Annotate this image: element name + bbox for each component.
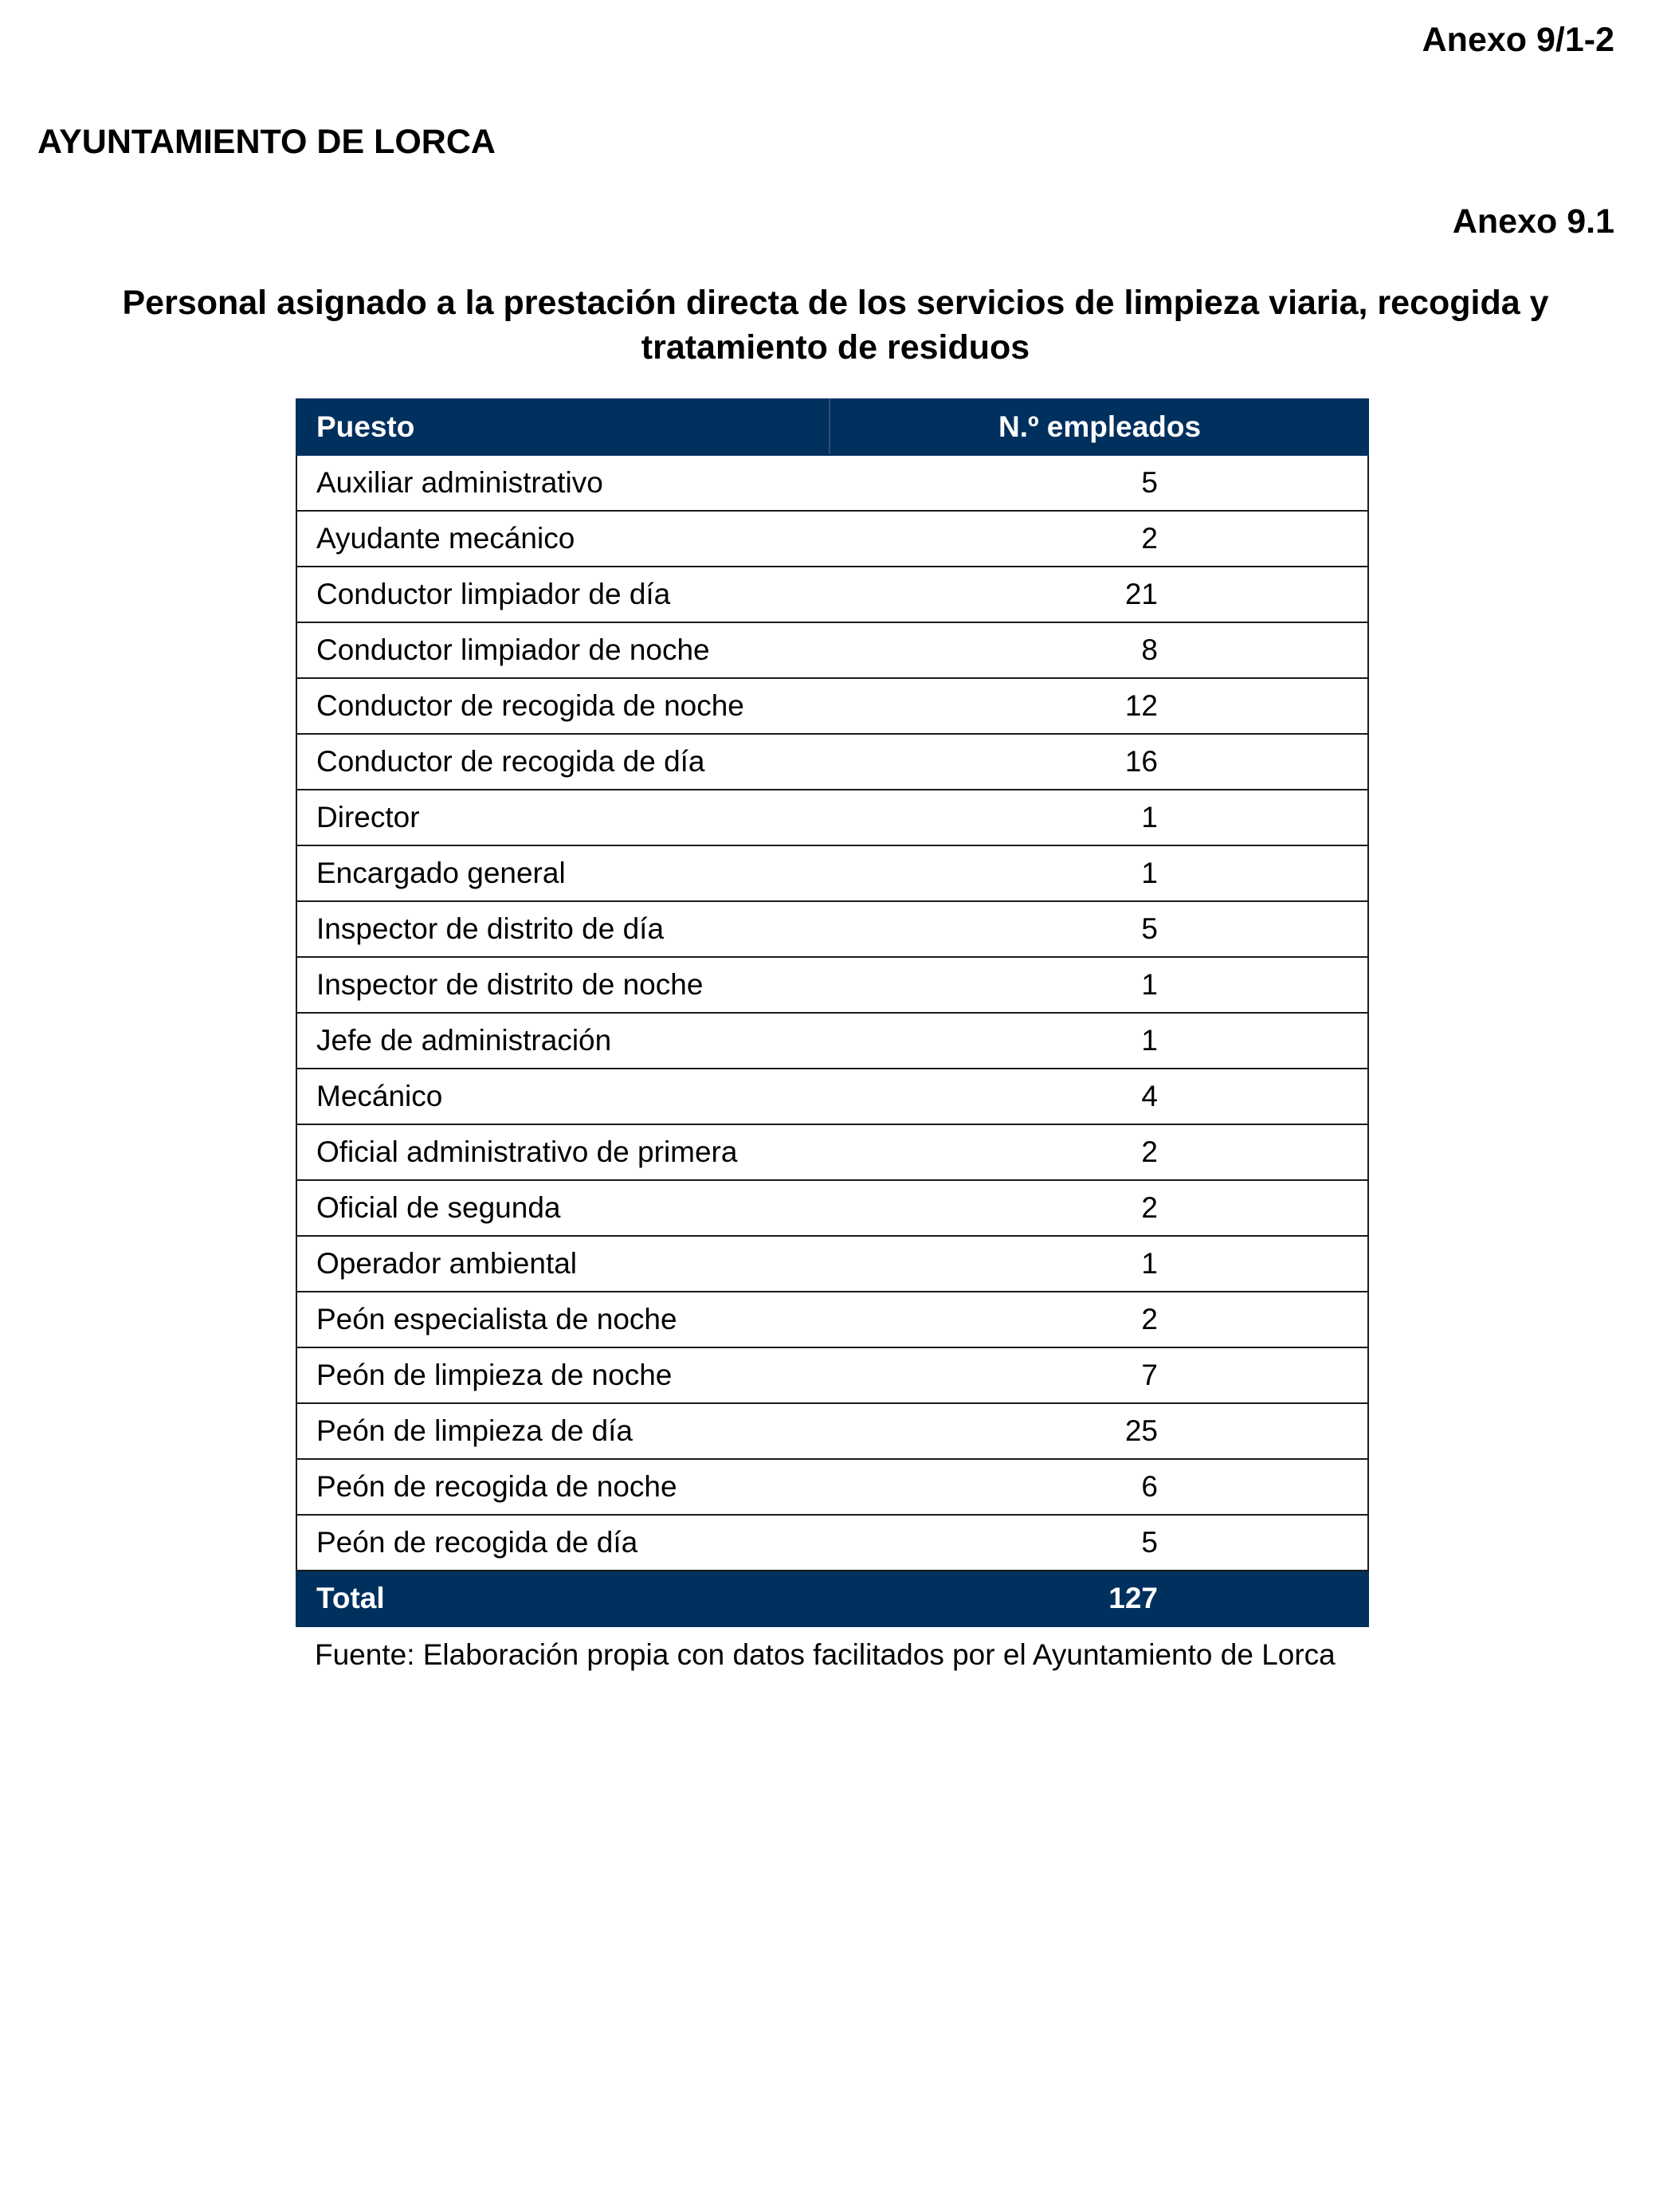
cell-empleados-value: 12 (1124, 689, 1158, 722)
cell-puesto: Jefe de administración (296, 1013, 830, 1069)
cell-puesto: Conductor limpiador de noche (296, 622, 830, 678)
cell-empleados (830, 1347, 1368, 1403)
cell-empleados (830, 901, 1368, 957)
table-row (296, 1124, 1368, 1180)
annex-label: Anexo 9.1 (1452, 202, 1614, 241)
cell-empleados-value: 2 (1141, 1191, 1158, 1224)
cell-empleados-value: 1 (1141, 968, 1158, 1001)
cell-empleados-value: 2 (1141, 1303, 1158, 1335)
cell-puesto: Operador ambiental (296, 1236, 830, 1292)
cell-puesto: Peón de recogida de día (296, 1515, 830, 1571)
table-row (296, 567, 1368, 622)
cell-empleados-value: 8 (1141, 633, 1158, 666)
table-row (296, 1347, 1368, 1403)
cell-puesto: Inspector de distrito de noche (296, 957, 830, 1013)
table-row (296, 1292, 1368, 1347)
cell-empleados (830, 957, 1368, 1013)
cell-puesto: Oficial administrativo de primera (296, 1124, 830, 1180)
table-row (296, 1180, 1368, 1236)
page-reference: Anexo 9/1-2 (1422, 21, 1614, 59)
cell-empleados-value: 21 (1124, 578, 1158, 610)
table-row (296, 678, 1368, 734)
cell-empleados (830, 1069, 1368, 1124)
cell-empleados-value: 2 (1141, 1135, 1158, 1168)
cell-empleados-value: 5 (1141, 1526, 1158, 1559)
cell-empleados (830, 790, 1368, 845)
cell-empleados-value: 1 (1141, 857, 1158, 889)
document-title: Personal asignado a la prestación directa de los servicios de limpieza viaria, recogida y tratamiento de residuos (122, 284, 1549, 367)
cell-empleados (830, 1124, 1368, 1180)
cell-empleados-value: 1 (1141, 1247, 1158, 1280)
cell-empleados (830, 1292, 1368, 1347)
cell-puesto: Peón especialista de noche (296, 1292, 830, 1347)
table-row (296, 1013, 1368, 1069)
table-row (296, 734, 1368, 790)
cell-puesto: Conductor de recogida de noche (296, 678, 830, 734)
column-header-puesto: Puesto (296, 399, 830, 455)
table-header-row (296, 399, 1368, 455)
table-row (296, 1236, 1368, 1292)
table-row (296, 511, 1368, 567)
cell-empleados (830, 622, 1368, 678)
cell-empleados (830, 455, 1368, 511)
table-row (296, 957, 1368, 1013)
cell-empleados-value: 5 (1141, 912, 1158, 945)
cell-empleados-value: 4 (1141, 1080, 1158, 1112)
cell-puesto: Peón de limpieza de noche (296, 1347, 830, 1403)
cell-empleados (830, 567, 1368, 622)
staff-table (296, 398, 1369, 1627)
cell-empleados-value: 25 (1124, 1414, 1158, 1447)
total-label: Total (296, 1571, 830, 1626)
table-body (296, 455, 1368, 1571)
total-value: 127 (1108, 1582, 1158, 1614)
cell-empleados (830, 1459, 1368, 1515)
cell-puesto: Director (296, 790, 830, 845)
cell-empleados (830, 1236, 1368, 1292)
cell-puesto: Peón de recogida de noche (296, 1459, 830, 1515)
cell-empleados (830, 1403, 1368, 1459)
column-header-empleados: N.º empleados (830, 399, 1368, 455)
cell-puesto: Peón de limpieza de día (296, 1403, 830, 1459)
cell-empleados-value: 5 (1141, 466, 1158, 499)
cell-empleados-value: 1 (1141, 801, 1158, 833)
cell-empleados (830, 734, 1368, 790)
cell-puesto: Ayudante mecánico (296, 511, 830, 567)
cell-empleados-value: 7 (1141, 1359, 1158, 1391)
table-row (296, 901, 1368, 957)
organization-name: AYUNTAMIENTO DE LORCA (37, 123, 496, 161)
cell-puesto: Auxiliar administrativo (296, 455, 830, 511)
cell-empleados-value: 16 (1124, 745, 1158, 778)
cell-puesto: Conductor de recogida de día (296, 734, 830, 790)
table-total-row (296, 1571, 1368, 1626)
cell-puesto: Oficial de segunda (296, 1180, 830, 1236)
cell-empleados (830, 678, 1368, 734)
source-note: Fuente: Elaboración propia con datos facilitados por el Ayuntamiento de Lorca (315, 1638, 1336, 1671)
cell-empleados (830, 845, 1368, 901)
table-row (296, 455, 1368, 511)
table-row (296, 1069, 1368, 1124)
table-row (296, 1459, 1368, 1515)
cell-empleados (830, 511, 1368, 567)
cell-empleados-value: 1 (1141, 1024, 1158, 1057)
cell-empleados (830, 1180, 1368, 1236)
cell-empleados-value: 2 (1141, 522, 1158, 555)
cell-puesto: Encargado general (296, 845, 830, 901)
total-cell (830, 1571, 1368, 1626)
table-row (296, 622, 1368, 678)
cell-empleados (830, 1515, 1368, 1571)
table-row (296, 845, 1368, 901)
table-row (296, 790, 1368, 845)
table-row (296, 1515, 1368, 1571)
cell-puesto: Inspector de distrito de día (296, 901, 830, 957)
table-row (296, 1403, 1368, 1459)
cell-empleados (830, 1013, 1368, 1069)
cell-puesto: Mecánico (296, 1069, 830, 1124)
cell-empleados-value: 6 (1141, 1470, 1158, 1503)
cell-puesto: Conductor limpiador de día (296, 567, 830, 622)
